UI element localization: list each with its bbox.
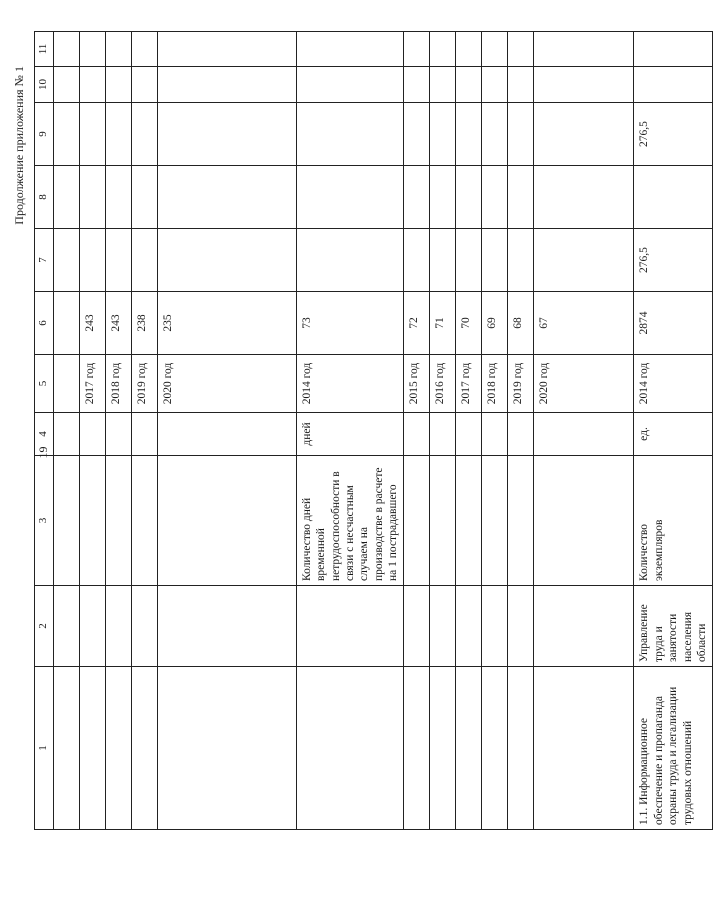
table-cell-col-1: 1.1. Информационное обеспечение и пропаганда охраны труда и легализации трудовых отношений	[634, 667, 713, 830]
table-cell-col-11	[131, 32, 157, 67]
table-cell-col-2	[296, 586, 404, 667]
table-cell-col-2	[430, 586, 456, 667]
table-cell-col-9	[508, 103, 534, 166]
table-cell-col-6: 243	[79, 292, 105, 355]
table-cell-col-6: 235	[157, 292, 296, 355]
table-cell-col-9	[430, 103, 456, 166]
page-number: 19	[36, 446, 50, 459]
table-cell-col-2	[79, 586, 105, 667]
table-cell-col-6: 69	[482, 292, 508, 355]
table-cell-col-11	[430, 32, 456, 67]
table-cell-col-9	[131, 103, 157, 166]
table-cell-col-6: 72	[404, 292, 430, 355]
table-cell-col-7	[296, 229, 404, 292]
table-row	[634, 32, 713, 830]
table-cell-col-4	[482, 413, 508, 456]
table-cell-col-7	[131, 229, 157, 292]
table-cell-col-8	[482, 166, 508, 229]
table-cell-col-1	[482, 667, 508, 830]
table-cell-col-7	[404, 229, 430, 292]
table-cell-col-11	[634, 32, 713, 67]
table-cell-col-10	[53, 67, 79, 103]
table-cell-col-3: Количество дней временной нетрудоспособности в связи с несчастным случаем на производстве в расчете на 1 пострадавшего	[296, 456, 404, 586]
table-cell-col-7	[508, 229, 534, 292]
table-cell-col-7	[53, 229, 79, 292]
table-cell-col-8	[53, 166, 79, 229]
table-cell-col-5: 2018 год	[482, 355, 508, 413]
table-cell-col-7	[430, 229, 456, 292]
table-cell-col-6: 2874	[634, 292, 713, 355]
table-cell-col-10	[634, 67, 713, 103]
table-cell-col-5: 2014 год	[296, 355, 404, 413]
table-cell-col-9	[157, 103, 296, 166]
table-header-row	[35, 32, 54, 830]
table-cell-col-11	[404, 32, 430, 67]
table-cell-col-4	[79, 413, 105, 456]
table-cell-col-1	[79, 667, 105, 830]
table-cell-col-5: 2019 год	[131, 355, 157, 413]
table-cell-col-7: 276,5	[634, 229, 713, 292]
table-cell-col-5: 2019 год	[508, 355, 534, 413]
table-cell-col-11	[53, 32, 79, 67]
table-cell-col-6: 243	[105, 292, 131, 355]
table-cell-col-5: 2018 год	[105, 355, 131, 413]
table-cell-col-10	[296, 67, 404, 103]
table-row	[430, 32, 456, 830]
table-cell-col-2	[131, 586, 157, 667]
table-cell-col-3: Количество экземпляров	[634, 456, 713, 586]
table-cell-col-11	[296, 32, 404, 67]
table-cell-col-8	[456, 166, 482, 229]
table-cell-col-7	[482, 229, 508, 292]
table-cell-col-4: ед.	[634, 413, 713, 456]
table-cell-col-4	[404, 413, 430, 456]
table-cell-col-6	[53, 292, 79, 355]
table-cell-col-4: дней	[296, 413, 404, 456]
table-cell-col-3: 3	[35, 456, 54, 586]
table-cell-col-2	[404, 586, 430, 667]
table-cell-col-3	[482, 456, 508, 586]
table-cell-col-10	[105, 67, 131, 103]
table-cell-col-3	[430, 456, 456, 586]
table-cell-col-3	[404, 456, 430, 586]
table-cell-col-8	[131, 166, 157, 229]
table-cell-col-1	[131, 667, 157, 830]
table-cell-col-8	[430, 166, 456, 229]
table-cell-col-10	[430, 67, 456, 103]
table-cell-col-2	[105, 586, 131, 667]
table-row	[105, 32, 131, 830]
table-cell-col-9	[79, 103, 105, 166]
table-cell-col-4	[430, 413, 456, 456]
table-cell-col-2: Управление труда и занятости населения области	[634, 586, 713, 667]
table-cell-col-11	[105, 32, 131, 67]
table-cell-col-10	[508, 67, 534, 103]
table-row	[79, 32, 105, 830]
table-cell-col-5	[53, 355, 79, 413]
table-cell-col-2	[482, 586, 508, 667]
table-row	[456, 32, 482, 830]
table-cell-col-8	[105, 166, 131, 229]
table-cell-col-8	[508, 166, 534, 229]
table-cell-col-10	[482, 67, 508, 103]
table-cell-col-4	[53, 413, 79, 456]
table-cell-col-9: 9	[35, 103, 54, 166]
table-cell-col-5: 5	[35, 355, 54, 413]
table-cell-col-5: 2014 год	[634, 355, 713, 413]
table-cell-col-3	[53, 456, 79, 586]
table-cell-col-9	[105, 103, 131, 166]
table-cell-col-4	[105, 413, 131, 456]
table-cell-col-3	[79, 456, 105, 586]
table-cell-col-4: 4	[35, 413, 54, 456]
table-cell-col-4	[534, 413, 634, 456]
table-cell-col-8	[157, 166, 296, 229]
table-cell-col-6: 71	[430, 292, 456, 355]
table-cell-col-10	[157, 67, 296, 103]
table-row	[296, 32, 404, 830]
table-cell-col-1	[53, 667, 79, 830]
table-cell-col-11	[534, 32, 634, 67]
table-cell-col-2: 2	[35, 586, 54, 667]
table-cell-col-7	[157, 229, 296, 292]
table-cell-col-8	[296, 166, 404, 229]
table-cell-col-3	[456, 456, 482, 586]
table-cell-col-4	[456, 413, 482, 456]
table-cell-col-2	[534, 586, 634, 667]
table-cell-col-5: 2020 год	[157, 355, 296, 413]
table-cell-col-1	[157, 667, 296, 830]
table-cell-col-1: 1	[35, 667, 54, 830]
table-row	[404, 32, 430, 830]
table-cell-col-8	[404, 166, 430, 229]
table-cell-col-6: 67	[534, 292, 634, 355]
table-cell-col-9	[404, 103, 430, 166]
table-cell-col-11	[482, 32, 508, 67]
table-cell-col-3	[105, 456, 131, 586]
table-cell-col-1	[296, 667, 404, 830]
table-cell-col-4	[157, 413, 296, 456]
table-row	[482, 32, 508, 830]
table-cell-col-10	[534, 67, 634, 103]
table-cell-col-1	[430, 667, 456, 830]
table-cell-col-7	[79, 229, 105, 292]
table-cell-col-8	[634, 166, 713, 229]
table-cell-col-7	[534, 229, 634, 292]
table-cell-col-7	[456, 229, 482, 292]
table-cell-col-6: 73	[296, 292, 404, 355]
table-cell-col-1	[508, 667, 534, 830]
table-cell-col-10	[404, 67, 430, 103]
table-cell-col-7	[105, 229, 131, 292]
table-cell-col-5: 2016 год	[430, 355, 456, 413]
table-cell-col-2	[157, 586, 296, 667]
table-cell-col-10	[131, 67, 157, 103]
table-row	[508, 32, 534, 830]
table-cell-col-3	[131, 456, 157, 586]
table-cell-col-7: 7	[35, 229, 54, 292]
table-cell-col-1	[534, 667, 634, 830]
table-cell-col-2	[456, 586, 482, 667]
table-cell-col-5: 2015 год	[404, 355, 430, 413]
table-cell-col-5: 2017 год	[456, 355, 482, 413]
table-cell-col-5: 2017 год	[79, 355, 105, 413]
table-cell-col-5: 2020 год	[534, 355, 634, 413]
table-cell-col-11	[157, 32, 296, 67]
table-cell-col-11	[79, 32, 105, 67]
table-cell-col-2	[508, 586, 534, 667]
table-cell-col-2	[53, 586, 79, 667]
table-row	[157, 32, 296, 830]
table-cell-col-11	[508, 32, 534, 67]
table-cell-col-11	[456, 32, 482, 67]
table-cell-col-8	[534, 166, 634, 229]
table-cell-col-6: 6	[35, 292, 54, 355]
table-cell-col-6: 68	[508, 292, 534, 355]
table-cell-col-6: 70	[456, 292, 482, 355]
table-cell-col-4	[131, 413, 157, 456]
appendix-continuation-label: Продолжение приложения № 1	[12, 66, 26, 225]
table-cell-col-1	[105, 667, 131, 830]
table-row	[131, 32, 157, 830]
table-cell-col-9	[296, 103, 404, 166]
table-cell-col-11: 11	[35, 32, 54, 67]
table-cell-col-9	[534, 103, 634, 166]
table-cell-col-3	[508, 456, 534, 586]
table-cell-col-1	[456, 667, 482, 830]
table-cell-col-9	[53, 103, 79, 166]
table-cell-col-9	[456, 103, 482, 166]
table-cell-col-8: 8	[35, 166, 54, 229]
table-cell-col-10: 10	[35, 67, 54, 103]
table-row	[534, 32, 634, 830]
table-cell-col-4	[508, 413, 534, 456]
table-cell-col-6: 238	[131, 292, 157, 355]
table-cell-col-10	[456, 67, 482, 103]
table-cell-col-9: 276,5	[634, 103, 713, 166]
table-cell-col-10	[79, 67, 105, 103]
table-cell-col-9	[482, 103, 508, 166]
table-cell-col-1	[404, 667, 430, 830]
table-cell-col-3	[534, 456, 634, 586]
table-row	[53, 32, 79, 830]
table-cell-col-8	[79, 166, 105, 229]
data-table	[34, 31, 713, 830]
table-cell-col-3	[157, 456, 296, 586]
